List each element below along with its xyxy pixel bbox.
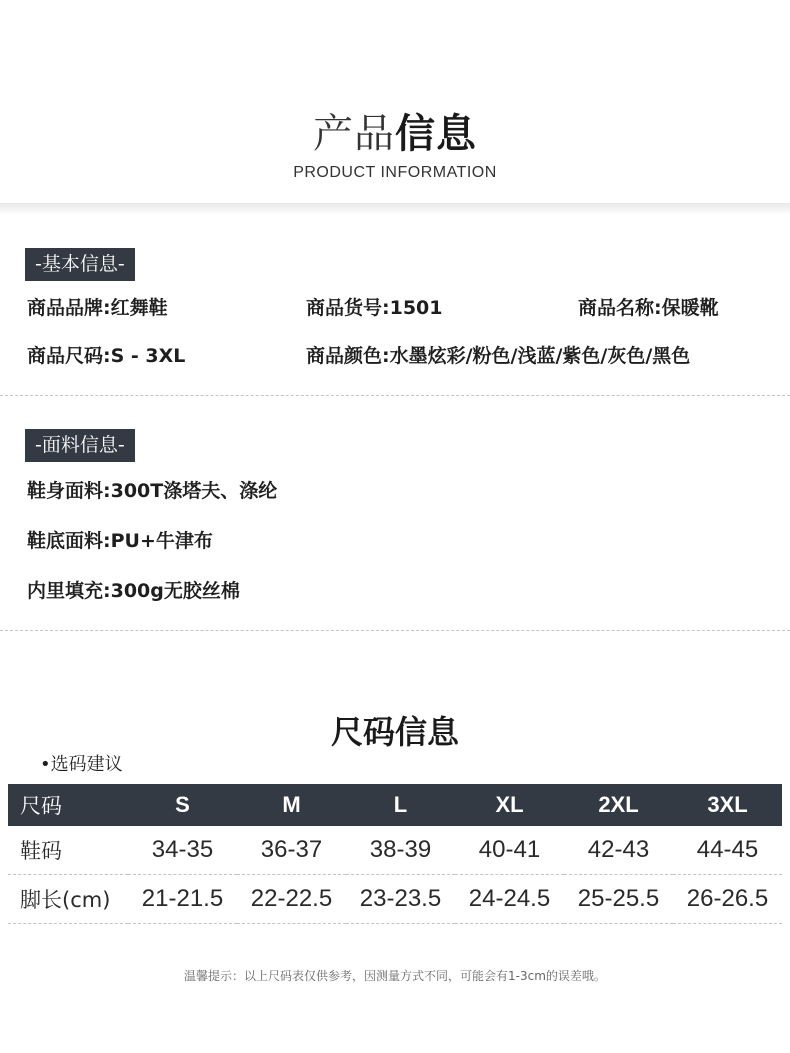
page-subtitle: PRODUCT INFORMATION xyxy=(293,164,497,181)
table-cell: 26-26.5 xyxy=(673,875,782,924)
size-table-header-row xyxy=(8,784,782,826)
basic-info-tag: -基本信息- xyxy=(25,248,135,281)
upper-fabric-text: 鞋身面料:300T涤塔夫、涤纶 xyxy=(27,480,278,502)
size-note: 温馨提示：以上尺码表仅供参考，因测量方式不同，可能会有1-3cm的误差哦。 xyxy=(184,969,606,983)
section-divider xyxy=(0,630,790,631)
colors-text: 商品颜色:水墨炫彩/粉色/浅蓝/紫色/灰色/黑色 xyxy=(306,345,691,367)
table-cell: 脚长(cm) xyxy=(8,875,128,924)
size-table xyxy=(8,784,782,924)
table-cell: 36-37 xyxy=(237,826,346,875)
table-row xyxy=(8,875,782,924)
size-table-header: M xyxy=(237,784,346,826)
page-title-bold: 信息 xyxy=(395,111,477,157)
table-cell: 21-21.5 xyxy=(128,875,237,924)
size-table-header: XL xyxy=(455,784,564,826)
table-cell: 40-41 xyxy=(455,826,564,875)
table-cell: 44-45 xyxy=(673,826,782,875)
size-table-header: 尺码 xyxy=(8,784,128,826)
table-cell: 38-39 xyxy=(346,826,455,875)
section-divider xyxy=(0,395,790,396)
size-section-title: 尺码信息 xyxy=(330,713,459,751)
size-table-header: 3XL xyxy=(673,784,782,826)
table-cell: 34-35 xyxy=(128,826,237,875)
page-title xyxy=(0,108,790,160)
product-name-text: 商品名称:保暖靴 xyxy=(578,297,719,319)
size-table-header: 2XL xyxy=(564,784,673,826)
header-divider xyxy=(0,203,790,215)
table-row xyxy=(8,826,782,875)
fabric-info-tag: -面料信息- xyxy=(25,429,135,462)
table-cell: 24-24.5 xyxy=(455,875,564,924)
lining-text: 内里填充:300g无胶丝棉 xyxy=(27,580,240,602)
table-cell: 23-23.5 xyxy=(346,875,455,924)
sizes-text: 商品尺码:S - 3XL xyxy=(27,345,186,367)
size-advice-label: •选码建议 xyxy=(40,754,123,775)
brand-text: 商品品牌:红舞鞋 xyxy=(27,297,168,319)
sole-fabric-text: 鞋底面料:PU+牛津布 xyxy=(27,530,213,552)
size-table-header: S xyxy=(128,784,237,826)
table-cell: 25-25.5 xyxy=(564,875,673,924)
table-cell: 鞋码 xyxy=(8,826,128,875)
table-cell: 42-43 xyxy=(564,826,673,875)
sku-text: 商品货号:1501 xyxy=(306,297,443,319)
page-title-light: 产品 xyxy=(313,111,395,157)
size-table-header: L xyxy=(346,784,455,826)
table-cell: 22-22.5 xyxy=(237,875,346,924)
